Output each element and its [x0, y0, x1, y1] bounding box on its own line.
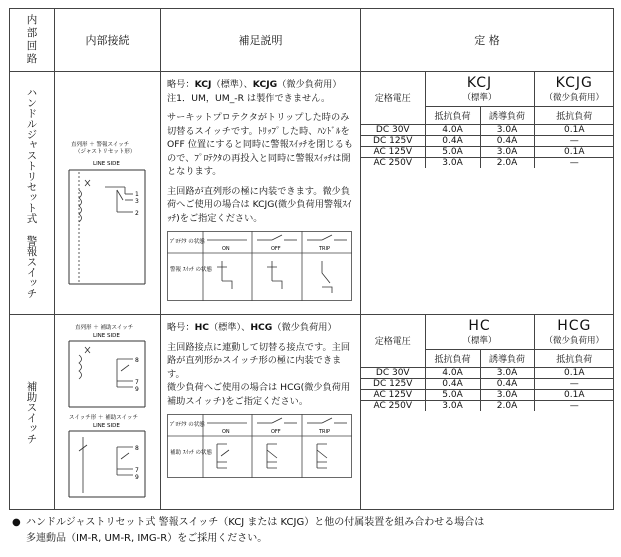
aux-rated-voltage-label: 定格電圧 [361, 315, 425, 367]
alarm-terminal-2: 2 [135, 210, 139, 217]
alarm-diagram-title2: （ジャストリセット形） [75, 149, 136, 155]
alarm-terminal-1: 1 [135, 191, 139, 198]
alarm-terminal-3: 3 [135, 198, 139, 205]
aux-line-side-1: LINE SIDE [93, 333, 120, 339]
alarm-inductive-header: 誘導負荷 [480, 106, 534, 124]
alarm-model-kcj: KCJ （標準） [425, 72, 534, 106]
section-name-alarm: ハンドルジャストリセット式 警報スイッチ [10, 72, 55, 315]
alarm-wiring-diagram [55, 72, 161, 315]
footer-line2: 多連動品（IM-R, UM-R, IMG-R）をご採用ください。 [26, 533, 268, 544]
aux-terminal-8a: 8 [135, 357, 139, 364]
footer-note [12, 515, 484, 547]
aux-terminal-7b: 7 [135, 467, 139, 474]
aux-ratings-table [361, 315, 614, 411]
section-name-aux: 補助スイッチ [10, 315, 55, 510]
header-ratings: 定 格 [361, 9, 614, 72]
alarm-notes: 略号：KCJ（標準）、KCJG（微少負荷用） 注1．UM，UM_-R は製作できません。 サーキットプロテクタがトリップした時のみ切替るスイッチです。ﾄﾘｯﾌﾟした時、ﾊﾝﾄﾞﾙを OFF 位置にすると同時に警報ｽｲｯﾁを閉じるもので、ﾌﾟﾛﾃｸﾀの再投入と同時に警報ｽｲｯﾁは開となります。 主回路が直列形の極に内装できます。微少負荷へご使用の場合は KCJG(微少負荷用警報ｽｲｯﾁ)をご指定ください。 ﾌﾟﾛﾃｸﾀ の状態 警報 ｽｲｯﾁ の状態 ON OFF TRIP [161, 72, 361, 315]
alarm-protector-state-label: ﾌﾟﾛﾃｸﾀ の状態 [170, 239, 205, 245]
aux-diagram1-title: 直列形 ＋ 補助スイッチ [75, 325, 134, 331]
aux-line-side-2: LINE SIDE [93, 423, 120, 429]
aux-circuit-svg [55, 315, 160, 505]
aux-state-on: ON [222, 429, 230, 435]
aux-notes: 略号：HC（標準）、HCG（微少負荷用） 主回路接点に連動して切替る接点です。主回路が直列形かスイッチ形の極に内装できます。 微少負荷へご使用の場合は HCG(微少負荷用補助スイッチ)をご指定ください。 ﾌﾟﾛﾃｸﾀ の状態 補助 ｽｲｯﾁ の状態 ON OFF TRIP [161, 315, 361, 510]
alarm-model-kcjg: KCJG （微少負荷用） [534, 72, 614, 106]
alarm-state-trip: TRIP [319, 246, 331, 252]
bullet-icon: ● [12, 517, 21, 528]
table-row: DC 30V 4.0A 3.0A 0.1A [361, 367, 614, 378]
aux-state-diagram [167, 414, 352, 478]
aux-model-hc: HC （標準） [425, 315, 534, 349]
table-row: AC 125V 5.0A 3.0A 0.1A [361, 389, 614, 400]
alarm-switch-state-label: 警報 ｽｲｯﾁ の状態 [170, 267, 212, 273]
alarm-ratings-table [361, 72, 614, 168]
alarm-rated-voltage-label: 定格電圧 [361, 72, 425, 124]
aux-wiring-diagram [55, 315, 161, 510]
aux-model-hcg: HCG （微少負荷用） [534, 315, 614, 349]
alarm-resistive-header-2: 抵抗負荷 [534, 106, 614, 124]
header-circuit: 内部回路 [10, 9, 55, 72]
header-notes: 補足説明 [161, 9, 361, 72]
aux-diagram2-title: スイッチ形 ＋ 補助スイッチ [69, 415, 139, 421]
aux-state-off: OFF [271, 429, 281, 435]
alarm-ratings [361, 72, 614, 315]
alarm-circuit-svg [55, 72, 160, 310]
aux-ratings [361, 315, 614, 510]
header-wiring: 内部接続 [55, 9, 161, 72]
aux-state-trip: TRIP [319, 429, 331, 435]
aux-terminal-9b: 9 [135, 474, 139, 481]
spec-table [9, 8, 614, 510]
aux-resistive-header: 抵抗負荷 [425, 349, 480, 367]
table-row: DC 30V 4.0A 3.0A 0.1A [361, 124, 614, 135]
aux-protector-state-label: ﾌﾟﾛﾃｸﾀ の状態 [170, 422, 205, 428]
aux-terminal-8b: 8 [135, 445, 139, 452]
alarm-state-on: ON [222, 246, 230, 252]
aux-terminal-7a: 7 [135, 379, 139, 386]
table-row: DC 125V 0.4A 0.4A — [361, 378, 614, 389]
alarm-state-diagram [167, 231, 352, 301]
alarm-diagram-title1: 直列形 ＋ 警報スイッチ [71, 142, 130, 148]
table-row: AC 125V 5.0A 3.0A 0.1A [361, 146, 614, 157]
alarm-state-off: OFF [271, 246, 281, 252]
table-row: AC 250V 3.0A 2.0A — [361, 157, 614, 168]
aux-terminal-9a: 9 [135, 386, 139, 393]
footer-line1: ハンドルジャストリセット式 警報スイッチ（KCJ または KCJG）と他の付属装置を組み合わせる場合は [26, 517, 485, 528]
alarm-line-side: LINE SIDE [93, 161, 120, 167]
alarm-resistive-header: 抵抗負荷 [425, 106, 480, 124]
table-row: DC 125V 0.4A 0.4A — [361, 135, 614, 146]
aux-resistive-header-2: 抵抗負荷 [534, 349, 614, 367]
table-row: AC 250V 3.0A 2.0A — [361, 400, 614, 411]
aux-inductive-header: 誘導負荷 [480, 349, 534, 367]
aux-switch-state-label: 補助 ｽｲｯﾁ の状態 [170, 450, 212, 456]
